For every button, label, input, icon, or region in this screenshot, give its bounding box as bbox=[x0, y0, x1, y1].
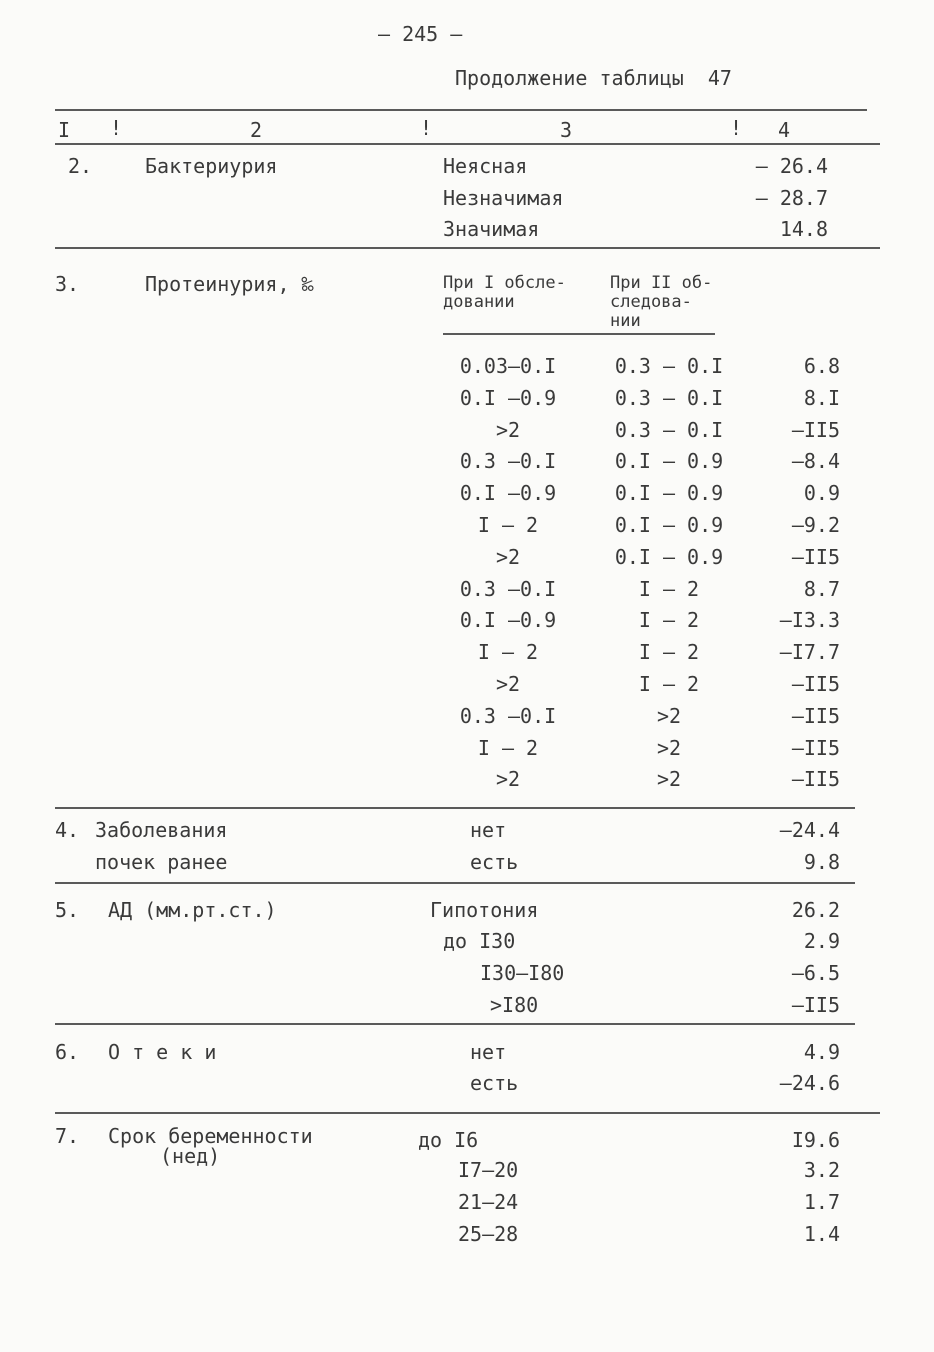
row-value: 0.9 bbox=[803, 481, 840, 505]
row-value: –24.4 bbox=[779, 818, 840, 842]
header-rule bbox=[55, 143, 880, 145]
second-exam-range: 0.3 – 0.I bbox=[614, 354, 724, 378]
row-value: –II5 bbox=[791, 767, 840, 791]
row-label: Незначимая bbox=[443, 186, 564, 210]
section-divider bbox=[55, 1112, 880, 1114]
section-title: О т е к и bbox=[108, 1040, 217, 1064]
row-value: 4.9 bbox=[803, 1040, 840, 1064]
first-exam-range: >2 bbox=[495, 672, 521, 696]
row-value: –II5 bbox=[791, 704, 840, 728]
row-label: I7–20 bbox=[458, 1158, 519, 1182]
section-number: 6. bbox=[55, 1040, 80, 1064]
second-exam-range: >2 bbox=[656, 767, 682, 791]
row-value: 9.8 bbox=[803, 850, 840, 874]
row-label: >I80 bbox=[490, 993, 539, 1017]
first-exam-range: 0.03–0.I bbox=[459, 354, 557, 378]
row-value: 1.4 bbox=[803, 1222, 840, 1246]
first-exam-range: 0.3 –0.I bbox=[459, 704, 557, 728]
col-header-3: 3 bbox=[560, 118, 573, 142]
section-number: 2. bbox=[68, 154, 93, 178]
second-exam-range: 0.3 – 0.I bbox=[614, 418, 724, 442]
row-value: 1.7 bbox=[803, 1190, 840, 1214]
section-title: Бактериурия bbox=[145, 154, 278, 178]
row-label: до I6 bbox=[418, 1128, 479, 1152]
row-value: –24.6 bbox=[779, 1071, 840, 1095]
section-title: Срок беременности bbox=[108, 1124, 313, 1148]
subheader-first-exam: При I обсле- довании bbox=[443, 273, 566, 312]
row-value: –9.2 bbox=[791, 513, 840, 537]
col-header-2: 2 bbox=[250, 118, 263, 142]
row-value: 8.I bbox=[803, 386, 840, 410]
section-title: Протеинурия, ‰ bbox=[145, 272, 314, 296]
row-value: –II5 bbox=[791, 545, 840, 569]
row-value: 14.8 bbox=[779, 217, 828, 241]
second-exam-range: 0.I – 0.9 bbox=[614, 513, 724, 537]
section-title-cont: почек ранее bbox=[95, 850, 228, 874]
second-exam-range: 0.I – 0.9 bbox=[614, 545, 724, 569]
row-label: 21–24 bbox=[458, 1190, 519, 1214]
first-exam-range: I – 2 bbox=[477, 736, 539, 760]
second-exam-range: >2 bbox=[656, 704, 682, 728]
row-label: Неясная bbox=[443, 154, 528, 178]
col-separator: ! bbox=[420, 116, 433, 140]
row-label: есть bbox=[470, 850, 519, 874]
row-value: –8.4 bbox=[791, 449, 840, 473]
row-label: нет bbox=[470, 1040, 507, 1064]
second-exam-range: I – 2 bbox=[638, 672, 700, 696]
col-header-1: I bbox=[58, 118, 71, 142]
table-top-rule bbox=[55, 109, 867, 111]
first-exam-range: I – 2 bbox=[477, 640, 539, 664]
second-exam-range: >2 bbox=[656, 736, 682, 760]
col-header-4: 4 bbox=[778, 118, 791, 142]
section-number: 3. bbox=[55, 272, 80, 296]
row-value: 2.9 bbox=[803, 929, 840, 953]
row-label: 25–28 bbox=[458, 1222, 519, 1246]
second-exam-range: I – 2 bbox=[638, 608, 700, 632]
first-exam-range: 0.I –0.9 bbox=[459, 386, 557, 410]
row-value: –II5 bbox=[791, 418, 840, 442]
row-value: 26.2 bbox=[791, 898, 840, 922]
row-value: –I3.3 bbox=[779, 608, 840, 632]
row-value: –6.5 bbox=[791, 961, 840, 985]
section-divider bbox=[55, 247, 880, 249]
first-exam-range: >2 bbox=[495, 767, 521, 791]
row-value: 8.7 bbox=[803, 577, 840, 601]
row-value: –II5 bbox=[791, 672, 840, 696]
row-value: –I7.7 bbox=[779, 640, 840, 664]
row-label: есть bbox=[470, 1071, 519, 1095]
row-label: Значимая bbox=[443, 217, 540, 241]
section-divider bbox=[55, 882, 855, 884]
first-exam-range: 0.I –0.9 bbox=[459, 481, 557, 505]
section-title: Заболевания bbox=[95, 818, 228, 842]
row-label: Гипотония bbox=[430, 898, 539, 922]
col-separator: ! bbox=[110, 116, 123, 140]
first-exam-range: 0.3 –0.I bbox=[459, 449, 557, 473]
first-exam-range: 0.3 –0.I bbox=[459, 577, 557, 601]
page-number: – 245 – bbox=[378, 22, 463, 46]
row-value: –II5 bbox=[791, 993, 840, 1017]
first-exam-range: >2 bbox=[495, 545, 521, 569]
row-label: I30–I80 bbox=[480, 961, 565, 985]
first-exam-range: >2 bbox=[495, 418, 521, 442]
first-exam-range: 0.I –0.9 bbox=[459, 608, 557, 632]
second-exam-range: I – 2 bbox=[638, 577, 700, 601]
second-exam-range: 0.I – 0.9 bbox=[614, 481, 724, 505]
row-value: – 26.4 bbox=[755, 154, 828, 178]
table-continuation-caption: Продолжение таблицы 47 bbox=[455, 66, 732, 90]
section-number: 7. bbox=[55, 1124, 80, 1148]
row-value: – 28.7 bbox=[755, 186, 828, 210]
first-exam-range: I – 2 bbox=[477, 513, 539, 537]
section-title: АД (мм.рт.ст.) bbox=[108, 898, 277, 922]
section-title-cont: (нед) bbox=[160, 1144, 221, 1168]
section-divider bbox=[55, 1023, 855, 1025]
section-number: 5. bbox=[55, 898, 80, 922]
second-exam-range: I – 2 bbox=[638, 640, 700, 664]
row-value: 3.2 bbox=[803, 1158, 840, 1182]
section-number: 4. bbox=[55, 818, 80, 842]
row-value: –II5 bbox=[791, 736, 840, 760]
section-divider bbox=[55, 807, 855, 809]
subheader-second-exam: При II об- следова- нии bbox=[610, 273, 713, 331]
col-separator: ! bbox=[730, 116, 743, 140]
row-value: I9.6 bbox=[791, 1128, 840, 1152]
row-label: до I30 bbox=[443, 929, 516, 953]
row-value: 6.8 bbox=[803, 354, 840, 378]
subheader-rule bbox=[443, 333, 715, 335]
row-label: нет bbox=[470, 818, 507, 842]
second-exam-range: 0.I – 0.9 bbox=[614, 449, 724, 473]
second-exam-range: 0.3 – 0.I bbox=[614, 386, 724, 410]
